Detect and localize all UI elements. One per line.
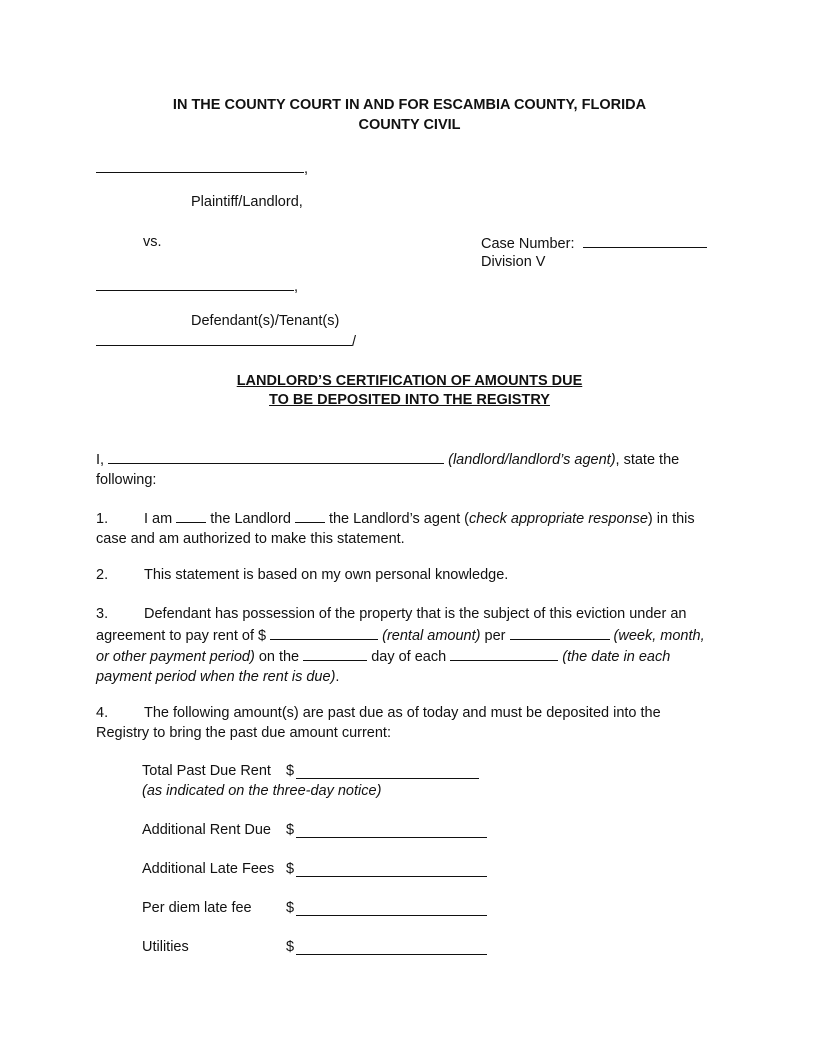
total-past-due-field[interactable] [296,777,479,779]
paragraph-1-number: 1. [96,511,109,527]
para3-hint-date: (the date in each payment period when the rent is due) [96,649,671,685]
per-diem-label: Per diem late fee [142,900,252,916]
para3-text-e: . [335,668,340,685]
paragraph-2 [96,566,706,586]
per-diem-field[interactable] [296,914,487,916]
para1-text-c: the Landlord’s agent ( [328,511,469,527]
agent-checkbox-blank[interactable] [295,508,325,523]
para4-text: The following amount(s) are past due as of today and must be deposited into the Registry to bring the past due amount current: [96,705,661,741]
plaintiff-name-field[interactable] [96,158,308,180]
plaintiff-comma: , [304,161,309,177]
late-fees-dollar-sign: $ [286,861,295,877]
division-label: Division V [481,254,546,270]
paragraph-3 [96,605,706,687]
late-fees-label: Additional Late Fees [142,861,275,877]
intro-prefix: I, [96,452,105,468]
document-title-line-2: TO BE DEPOSITED INTO THE REGISTRY [269,392,550,408]
additional-rent-dollar-sign: $ [286,822,295,838]
case-number-label: Case Number: [481,236,575,252]
landlord-checkbox-blank[interactable] [176,508,206,523]
para3-text-c: on the [258,649,300,665]
paragraph-1 [96,508,706,549]
case-number-row [481,233,707,255]
intro-paragraph [96,449,706,490]
para3-text-b: per [484,627,506,644]
defendant-name-field-1[interactable] [96,276,298,298]
intro-suffix: , state the following: [96,452,680,488]
para3-hint-amount: (rental amount) [382,627,481,644]
total-past-due-label: Total Past Due Rent [142,763,271,779]
utilities-label: Utilities [142,939,189,955]
intro-role-hint: (landlord/landlord’s agent) [448,452,616,468]
document-title-line-1: LANDLORD’S CERTIFICATION OF AMOUNTS DUE [236,373,583,389]
para1-text-a: I am [144,511,173,527]
para3-text-d: day of each [371,649,447,665]
due-period-field[interactable] [450,646,558,661]
court-heading: IN THE COUNTY COURT IN AND FOR ESCAMBIA COUNTY, FLORIDA [172,97,647,113]
paragraph-4-number: 4. [96,705,109,721]
landlord-name-field[interactable] [108,449,444,464]
payment-period-field[interactable] [510,625,610,640]
division-heading: COUNTY CIVIL [358,117,461,133]
per-diem-dollar-sign: $ [286,900,295,916]
para3-text-a: Defendant has possession of the property that is the subject of this eviction under an agreement to pay rent of $ [96,606,687,644]
vs-label: vs. [143,234,162,250]
total-past-due-note: (as indicated on the three-day notice) [142,783,382,799]
case-number-field[interactable] [583,233,707,248]
para1-text-b: the Landlord [210,511,291,527]
paragraph-3-number: 3. [96,606,109,622]
para2-text: This statement is based on my own personal knowledge. [144,567,509,583]
paragraph-4 [96,704,706,743]
additional-rent-field[interactable] [296,836,487,838]
paragraph-2-number: 2. [96,567,109,583]
defendant-label: Defendant(s)/Tenant(s) [191,313,340,329]
total-dollar-sign: $ [286,763,295,779]
defendant-comma: , [294,279,299,295]
caption-slash: / [352,334,357,350]
additional-rent-label: Additional Rent Due [142,822,271,838]
para3-hint-period: (week, month, or other payment period) [96,627,705,665]
due-day-field[interactable] [303,646,367,661]
rental-amount-field[interactable] [270,625,378,640]
late-fees-field[interactable] [296,875,487,877]
plaintiff-label: Plaintiff/Landlord, [191,194,303,210]
defendant-name-field-2[interactable] [96,331,356,353]
para1-text-d: ) in this case and am authorized to make this statement. [96,511,695,547]
utilities-field[interactable] [296,953,487,955]
utilities-dollar-sign: $ [286,939,295,955]
para1-hint: check appropriate response [468,511,648,527]
